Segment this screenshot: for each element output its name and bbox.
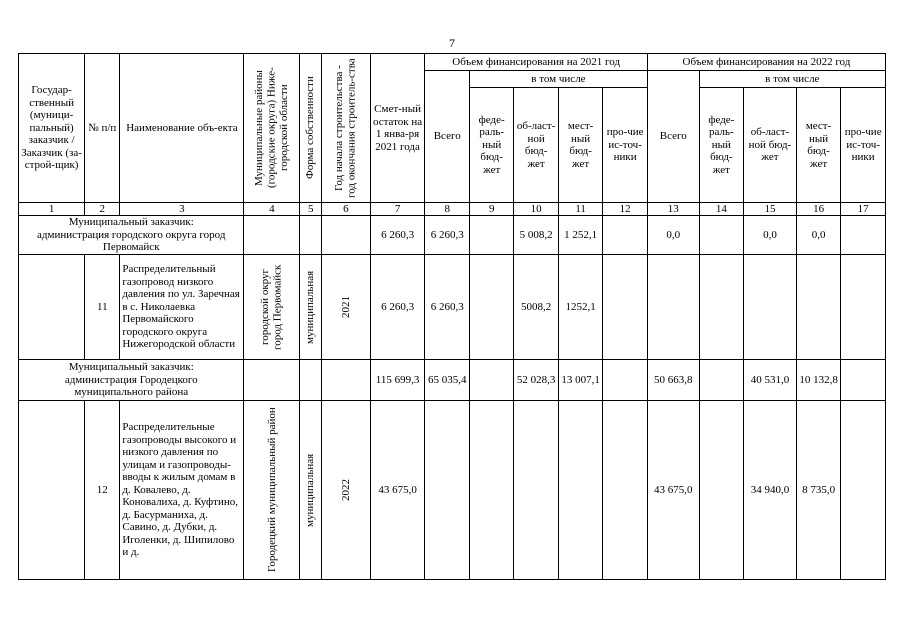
object-years: 2022 xyxy=(339,479,352,501)
col-num-17: 17 xyxy=(841,203,886,216)
header-districts: Муниципальные районы (городские округа) Ниже-городской области xyxy=(253,67,291,189)
local-2022-value: 0,0 xyxy=(796,216,840,255)
cell-empty xyxy=(300,360,322,401)
table-row xyxy=(19,401,886,580)
cell-empty xyxy=(19,255,85,360)
col-num-16: 16 xyxy=(796,203,840,216)
col-num-5: 5 xyxy=(300,203,322,216)
local-2022-value: 10 132,8 xyxy=(796,360,840,401)
cell-empty xyxy=(699,401,743,580)
header-federal-2022: феде-раль-ный бюд-жет xyxy=(699,88,743,203)
object-years: 2021 xyxy=(339,296,352,318)
header-name: Наименование объ-екта xyxy=(120,54,244,203)
cell-empty xyxy=(300,216,322,255)
cell-empty xyxy=(425,401,469,580)
financing-table xyxy=(18,53,886,580)
local-2021-value: 1 252,1 xyxy=(558,216,602,255)
header-regional-2022: об-ласт-ной бюд-жет xyxy=(744,88,797,203)
object-district: городской округ город Первомайск xyxy=(259,264,284,350)
header-ownership-cell xyxy=(300,54,322,203)
cell-empty xyxy=(699,360,743,401)
cell-empty xyxy=(558,401,602,580)
header-local-2021: мест-ный бюд-жет xyxy=(558,88,602,203)
cell-empty xyxy=(603,360,648,401)
object-ownership-cell xyxy=(300,255,322,360)
total-2022-value: 43 675,0 xyxy=(647,401,699,580)
object-ownership: муниципальная xyxy=(304,453,317,527)
header-districts-cell xyxy=(244,54,300,203)
cell-empty xyxy=(796,255,840,360)
table-row xyxy=(19,255,886,360)
col-num-3: 3 xyxy=(120,203,244,216)
cell-empty xyxy=(514,401,558,580)
column-number-row xyxy=(19,203,886,216)
cell-empty xyxy=(841,255,886,360)
col-num-10: 10 xyxy=(514,203,558,216)
col-num-7: 7 xyxy=(370,203,425,216)
object-district-cell xyxy=(244,255,300,360)
header-customer: Государ-ственный (муници-пальный) заказчик / Заказчик (за-строй-щик) xyxy=(19,54,85,203)
header-fin-2022: Объем финансирования на 2022 год xyxy=(647,54,885,71)
local-2021-value: 1252,1 xyxy=(558,255,602,360)
header-other-2022: про-чие ис-точ-ники xyxy=(841,88,886,203)
object-years-cell xyxy=(322,255,371,360)
table-row xyxy=(19,360,886,401)
local-2022-value: 8 735,0 xyxy=(796,401,840,580)
local-2021-value: 13 007,1 xyxy=(558,360,602,401)
cell-empty xyxy=(244,360,300,401)
header-other-2021: про-чие ис-точ-ники xyxy=(603,88,648,203)
cell-empty xyxy=(841,216,886,255)
balance-value: 6 260,3 xyxy=(370,216,425,255)
balance-value: 43 675,0 xyxy=(370,401,425,580)
header-balance: Смет-ный остаток на 1 янва-ря 2021 года xyxy=(370,54,425,203)
cell-empty xyxy=(841,401,886,580)
col-num-1: 1 xyxy=(19,203,85,216)
cell-empty xyxy=(322,216,371,255)
header-local-2022: мест-ный бюд-жет xyxy=(796,88,840,203)
cell-empty xyxy=(469,360,513,401)
cell-empty xyxy=(603,216,648,255)
cell-empty xyxy=(603,255,648,360)
regional-2021-value: 5008,2 xyxy=(514,255,558,360)
cell-empty xyxy=(603,401,648,580)
col-num-14: 14 xyxy=(699,203,743,216)
header-row-1 xyxy=(19,54,886,71)
cell-empty xyxy=(841,360,886,401)
cell-empty xyxy=(469,216,513,255)
object-ownership: муниципальная xyxy=(304,270,317,344)
object-district-cell xyxy=(244,401,300,580)
total-2021-value: 6 260,3 xyxy=(425,255,469,360)
regional-2022-value: 0,0 xyxy=(744,216,797,255)
regional-2021-value: 52 028,3 xyxy=(514,360,558,401)
header-federal-2021: феде-раль-ный бюд-жет xyxy=(469,88,513,203)
cell-empty xyxy=(699,255,743,360)
cell-empty xyxy=(322,360,371,401)
header-years-cell xyxy=(322,54,371,203)
cell-empty xyxy=(19,401,85,580)
col-num-12: 12 xyxy=(603,203,648,216)
header-fin-2021: Объем финансирования на 2021 год xyxy=(425,54,647,71)
col-num-8: 8 xyxy=(425,203,469,216)
col-num-6: 6 xyxy=(322,203,371,216)
customer-group-pervomaysk: Муниципальный заказчик: администрация городского округа город Первомайск xyxy=(19,216,244,255)
col-num-15: 15 xyxy=(744,203,797,216)
object-years-cell xyxy=(322,401,371,580)
balance-value: 115 699,3 xyxy=(370,360,425,401)
cell-empty xyxy=(647,255,699,360)
header-total-2021: Всего xyxy=(425,71,469,203)
cell-empty xyxy=(244,216,300,255)
total-2022-value: 0,0 xyxy=(647,216,699,255)
regional-2022-value: 40 531,0 xyxy=(744,360,797,401)
object-name: Распределительный газопровод низкого давления по ул. Заречная в с. Николаевка Первомайского городского округа Нижегородской области xyxy=(120,255,244,360)
col-num-13: 13 xyxy=(647,203,699,216)
cell-empty xyxy=(699,216,743,255)
col-num-2: 2 xyxy=(85,203,120,216)
table-row xyxy=(19,216,886,255)
total-2022-value: 50 663,8 xyxy=(647,360,699,401)
object-name: Распределительные газопроводы высокого и низкого давления по улицам и газопроводы-вводы к жилым домам в д. Ковалево, д. Коновалиха, д. Куфтино, д. Басурманиха, д. Савино, д. Дубки, д. Иголенки, д. Шипилово и д. xyxy=(120,401,244,580)
total-2021-value: 65 035,4 xyxy=(425,360,469,401)
header-num: № п/п xyxy=(85,54,120,203)
regional-2021-value: 5 008,2 xyxy=(514,216,558,255)
cell-empty xyxy=(469,401,513,580)
page-number: 7 xyxy=(449,36,455,50)
regional-2022-value: 34 940,0 xyxy=(744,401,797,580)
header-total-2022: Всего xyxy=(647,71,699,203)
object-ownership-cell xyxy=(300,401,322,580)
header-incl-2022: в том числе xyxy=(699,71,885,88)
cell-empty xyxy=(744,255,797,360)
header-ownership: Форма собственности xyxy=(304,76,317,180)
customer-group-gorodets: Муниципальный заказчик: администрация Городецкого муниципального района xyxy=(19,360,244,401)
header-regional-2021: об-ласт-ной бюд-жет xyxy=(514,88,558,203)
total-2021-value: 6 260,3 xyxy=(425,216,469,255)
col-num-9: 9 xyxy=(469,203,513,216)
object-number: 12 xyxy=(85,401,120,580)
header-incl-2021: в том числе xyxy=(469,71,647,88)
header-years: Год начала строительства - год окончания строитель-ства xyxy=(333,58,358,198)
col-num-11: 11 xyxy=(558,203,602,216)
balance-value: 6 260,3 xyxy=(370,255,425,360)
col-num-4: 4 xyxy=(244,203,300,216)
object-number: 11 xyxy=(85,255,120,360)
cell-empty xyxy=(469,255,513,360)
object-district: Городецкий муниципальный район xyxy=(265,407,278,573)
